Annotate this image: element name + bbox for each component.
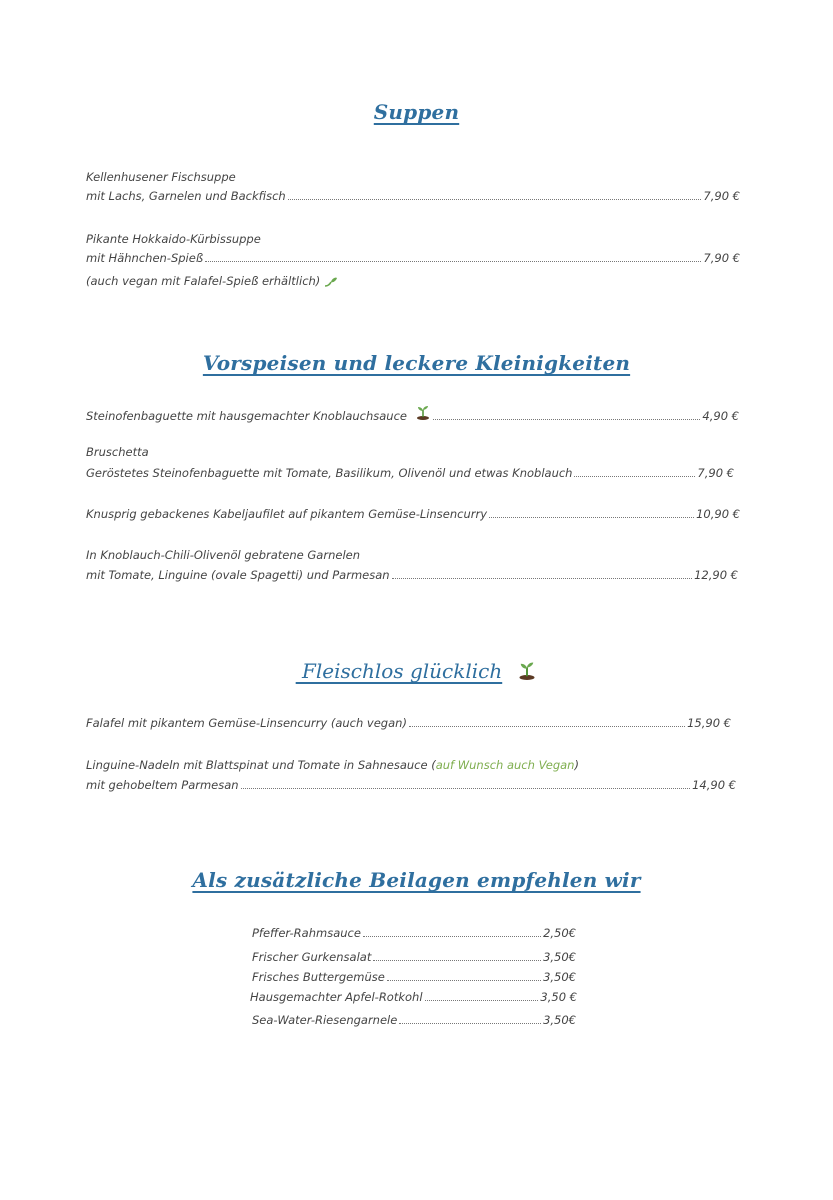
side-item-row bbox=[250, 990, 577, 1004]
menu-item-row bbox=[86, 251, 740, 265]
leader-dots bbox=[363, 935, 541, 937]
leader-dots bbox=[392, 577, 693, 579]
section-header-fleischlos bbox=[0, 659, 833, 684]
menu-item-row bbox=[86, 568, 738, 582]
menu-item-price: 7,90 € bbox=[703, 189, 740, 203]
section-title-vorspeisen: Vorspeisen und leckere Kleinigkeiten bbox=[202, 351, 631, 375]
side-item-name: Frisches Buttergemüse bbox=[252, 970, 385, 984]
side-item-row bbox=[252, 970, 576, 984]
side-item-price: 3,50€ bbox=[543, 1013, 576, 1027]
paren-close: ) bbox=[574, 758, 579, 772]
seedling-icon bbox=[517, 660, 537, 684]
seedling-icon bbox=[415, 404, 431, 423]
menu-item-row bbox=[86, 507, 740, 521]
menu-item-name: Falafel mit pikantem Gemüse-Linsencurry (auch vegan) bbox=[86, 716, 407, 730]
menu-item-desc: mit Hähnchen-Spieß bbox=[86, 251, 204, 265]
side-item-name: Sea-Water-Riesengarnele bbox=[252, 1013, 398, 1027]
leader-dots bbox=[288, 198, 702, 200]
menu-item-price: 10,90 € bbox=[696, 507, 740, 521]
menu-item-price: 12,90 € bbox=[694, 568, 738, 582]
menu-item-row bbox=[86, 716, 731, 730]
leader-dots bbox=[387, 979, 541, 981]
leader-dots bbox=[373, 959, 541, 961]
menu-item-name-text: Linguine-Nadeln mit Blattspinat und Tomate in Sahnesauce ( bbox=[86, 758, 436, 772]
side-item-name: Hausgemachter Apfel-Rotkohl bbox=[250, 990, 423, 1004]
menu-item-note bbox=[86, 274, 338, 291]
menu-item-row bbox=[86, 466, 734, 480]
menu-item-price: 7,90 € bbox=[703, 251, 740, 265]
leader-dots bbox=[489, 516, 694, 518]
leader-dots bbox=[574, 475, 695, 477]
leader-dots bbox=[205, 260, 701, 262]
menu-item-desc: mit gehobeltem Parmesan bbox=[86, 778, 239, 792]
section-title-fleischlos: Fleischlos glücklich bbox=[295, 659, 503, 683]
menu-item-row bbox=[86, 778, 736, 792]
seedling-icon bbox=[324, 276, 338, 291]
menu-item-desc: Geröstetes Steinofenbaguette mit Tomate, Basilikum, Olivenöl und etwas Knoblauch bbox=[86, 466, 573, 480]
leader-dots bbox=[433, 418, 700, 420]
menu-item-row bbox=[86, 404, 739, 423]
side-item-name: Pfeffer-Rahmsauce bbox=[252, 926, 361, 940]
menu-item-name: Pikante Hokkaido-Kürbissuppe bbox=[86, 232, 261, 246]
menu-item-name: Knusprig gebackenes Kabeljaufilet auf pikantem Gemüse-Linsencurry bbox=[86, 507, 488, 521]
side-item-price: 3,50€ bbox=[543, 950, 576, 964]
side-item-price: 3,50€ bbox=[543, 970, 576, 984]
side-item-price: 3,50 € bbox=[540, 990, 577, 1004]
menu-item-name: Kellenhusener Fischsuppe bbox=[86, 170, 236, 184]
leader-dots bbox=[241, 787, 691, 789]
menu-item-price: 7,90 € bbox=[697, 466, 734, 480]
menu-item-name: In Knoblauch-Chili-Olivenöl gebratene Garnelen bbox=[86, 548, 361, 562]
side-item-row bbox=[252, 1013, 576, 1027]
side-item-price: 2,50€ bbox=[543, 926, 576, 940]
section-title-suppen: Suppen bbox=[373, 100, 460, 124]
leader-dots bbox=[425, 999, 539, 1001]
menu-item-row bbox=[86, 189, 740, 203]
menu-item-price: 14,90 € bbox=[692, 778, 736, 792]
menu-item-price: 15,90 € bbox=[687, 716, 731, 730]
leader-dots bbox=[409, 725, 685, 727]
menu-item-name: Steinofenbaguette mit hausgemachter Knoblauchsauce bbox=[86, 409, 407, 423]
vegan-note-text: (auch vegan mit Falafel-Spieß erhältlich) bbox=[86, 274, 321, 288]
side-item-row bbox=[252, 950, 576, 964]
side-item-row bbox=[252, 926, 576, 940]
menu-item-name bbox=[86, 758, 579, 772]
vegan-option-note: auf Wunsch auch Vegan bbox=[435, 758, 575, 772]
menu-item-desc: mit Lachs, Garnelen und Backfisch bbox=[86, 189, 286, 203]
menu-item-name: Bruschetta bbox=[86, 445, 149, 459]
menu-item-price: 4,90 € bbox=[702, 409, 739, 423]
side-item-name: Frischer Gurkensalat bbox=[252, 950, 372, 964]
leader-dots bbox=[399, 1022, 541, 1024]
section-title-beilagen: Als zusätzliche Beilagen empfehlen wir bbox=[192, 868, 641, 892]
menu-item-desc: mit Tomate, Linguine (ovale Spagetti) und Parmesan bbox=[86, 568, 390, 582]
